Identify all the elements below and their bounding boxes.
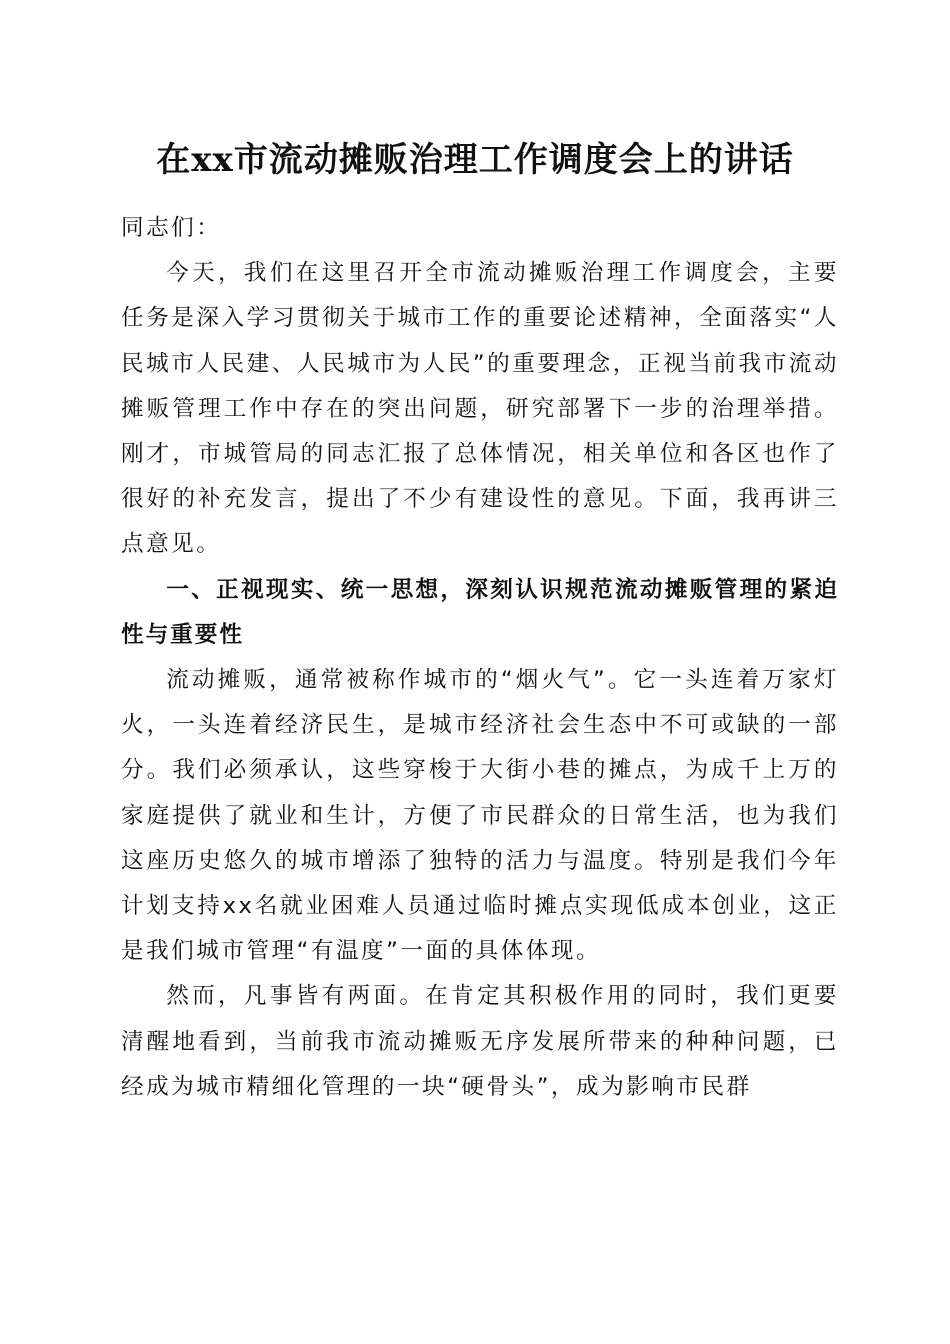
section-heading-1: 一、正视现实、统一思想，深刻认识规范流动摊贩管理的紧迫性与重要性 <box>121 576 839 648</box>
intro-paragraph: 今天，我们在这里召开全市流动摊贩治理工作调度会，主要任务是深入学习贯彻关于城市工作的重要论述精神，全面落实“人民城市人民建、人民城市为人民”的重要理念，正视当前我市流动摊贩管理工作中存在的突出问题，研究部署下一步的治理举措。刚才，市城管局的同志汇报了总体情况，相关单位和各区也作了很好的补充发言，提出了不少有建设性的意见。下面，我再讲三点意见。 <box>121 260 839 558</box>
document-title: 在xx市流动摊贩治理工作调度会上的讲话 <box>156 140 794 180</box>
salutation: 同志们： <box>121 215 222 241</box>
document-body <box>121 206 839 1110</box>
section1-paragraph-2: 然而，凡事皆有两面。在肯定其积极作用的同时，我们更要清醒地看到，当前我市流动摊贩无序发展所带来的种种问题，已经成为城市精细化管理的一块“硬骨头”，成为影响市民群 <box>121 983 839 1100</box>
section1-paragraph-1: 流动摊贩，通常被称作城市的“烟火气”。它一头连着万家灯火，一头连着经济民生，是城市经济社会生态中不可或缺的一部分。我们必须承认，这些穿梭于大街小巷的摊点，为成千上万的家庭提供了就业和生计，方便了市民群众的日常生活，也为我们这座历史悠久的城市增添了独特的活力与温度。特别是我们今年计划支持xx名就业困难人员通过临时摊点实现低成本创业，这正是我们城市管理“有温度”一面的具体体现。 <box>121 667 839 965</box>
